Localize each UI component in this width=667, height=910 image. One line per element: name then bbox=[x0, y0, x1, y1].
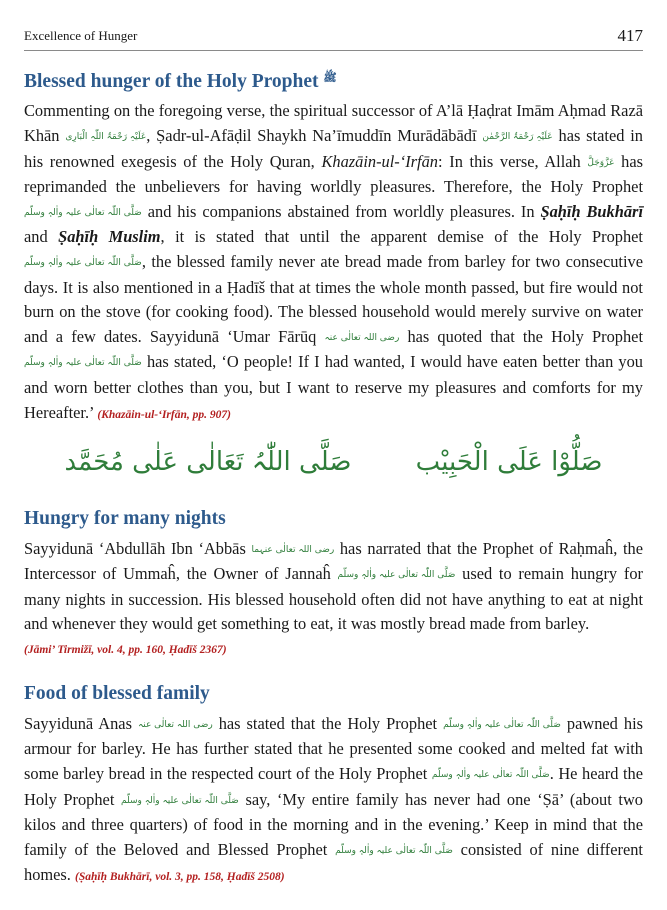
section-heading: Hungry for many nights bbox=[24, 508, 226, 530]
text-run: : In this verse, Allah bbox=[438, 151, 588, 171]
text-run: Sayyidunā Anas bbox=[24, 713, 138, 733]
text-run: , the blessed family never ate bread made from barley for two consecutive days. It is also mentioned in a Ḥadīš that at times the whole month passed, but fire would not burn on the stove (for cooking food). The blessed household would merely survive on water and a few dates. Sayyidunā ‘Umar Fārūq bbox=[24, 251, 643, 346]
text-run: has narrated that the Prophet of Raḥmaĥ, the Intercessor of Ummaĥ, the Owner of Jannaĥ bbox=[24, 538, 643, 584]
text-run: Commenting on the foregoing verse, the spiritual successor of A’lā Ḥaḍrat Imām Aḥmad Razā Khān bbox=[24, 101, 643, 145]
text-run: has stated that the Holy Prophet bbox=[212, 713, 444, 733]
arabic-honorific: صَلَّی اللّٰہ تعالٰی علیہ واٰلہٖ وسلّم bbox=[24, 207, 142, 218]
book-title: Ṣaḥīḥ Muslim bbox=[58, 227, 161, 247]
arabic-honorific: ﷺ bbox=[323, 71, 337, 84]
text-run: used to remain hungry for many nights in succession. His blessed household often did not have anything to eat at night and whenever they would get something to eat, it was mostly bread made from barley. bbox=[24, 564, 643, 634]
page-number: 417 bbox=[617, 26, 643, 45]
arabic-honorific: صَلَّی اللّٰہ تعالٰی علیہ واٰلہٖ وسلّم bbox=[431, 770, 550, 781]
text-run: and his companions abstained from worldly pleasures. In bbox=[141, 201, 541, 221]
text-run: has stated, ‘O people! If I had wanted, I would have eaten better than you and worn better clothes than you, but I want to reserve my pleasures and comforts for my Hereafter.’ bbox=[24, 352, 643, 422]
section-paragraph bbox=[24, 537, 643, 663]
running-title: Excellence of Hunger bbox=[24, 28, 138, 43]
salat-ala-al-habib: صَلُّوْا عَلَی الْحَبِیْب bbox=[415, 447, 603, 478]
text-run: pawned his armour for barley. He has further stated that he presented some cooked and melted fat with some barley bread in the respected court of the Holy Prophet bbox=[24, 713, 643, 784]
arabic-honorific: صَلَّی اللّٰہ تعالٰی علیہ واٰلہٖ وسلّم bbox=[24, 257, 142, 268]
book-title: Khazāin-ul-‘Irfān bbox=[321, 151, 439, 171]
page-content bbox=[24, 70, 643, 910]
text-run: , it is stated that until the apparent demise of the Holy Prophet bbox=[160, 227, 643, 247]
text-run: has reprimanded the unbelievers for having worldly pleasures. Therefore, the Holy Prophet bbox=[24, 151, 643, 197]
heading-text: Blessed hunger of the Holy Prophet bbox=[24, 71, 319, 92]
arabic-honorific: رضی اللہ تعالٰی عنہما bbox=[251, 544, 335, 555]
arabic-honorific: رضی اللہ تعالٰی عنہ bbox=[324, 332, 400, 343]
section-paragraph bbox=[24, 99, 643, 427]
text-run: has stated in his renowned exegesis of the Holy Quran, bbox=[24, 125, 643, 171]
citation: (Jāmi’ Tirmižī, vol. 4, pp. 160, Ḥadīš 2367) bbox=[24, 643, 227, 656]
text-run: has quoted that the Holy Prophet bbox=[399, 326, 644, 346]
text-run: , Ṣadr-ul-Afāḍil Shaykh Na’īmuddīn Murādābādī bbox=[146, 125, 483, 145]
salat-line bbox=[24, 447, 643, 477]
section-heading: Food of blessed family bbox=[24, 683, 210, 705]
arabic-honorific: عَلَیْہِ رَحْمَۃُ اللّٰہِ الْبَارِی bbox=[65, 131, 147, 142]
arabic-honorific: صَلَّی اللّٰہ تعالٰی علیہ واٰلہٖ وسلّم bbox=[443, 719, 561, 730]
section-paragraph bbox=[24, 712, 643, 890]
text-run: consisted of nine different homes. bbox=[24, 839, 643, 885]
text-run: . He heard the Holy Prophet bbox=[24, 764, 643, 809]
section-hungry-nights bbox=[24, 507, 643, 662]
section-heading bbox=[24, 70, 643, 93]
arabic-honorific: صَلَّی اللّٰہ تعالٰی علیہ واٰلہٖ وسلّم bbox=[337, 570, 456, 581]
section-blessed-hunger bbox=[24, 70, 643, 427]
text-run: and bbox=[24, 227, 59, 247]
citation: (Ṣaḥīḥ Bukhārī, vol. 3, pp. 158, Ḥadīš 2508) bbox=[75, 871, 285, 884]
page-header bbox=[24, 22, 643, 51]
book-title: Ṣaḥīḥ Bukhārī bbox=[540, 201, 643, 221]
arabic-honorific: صَلَّی اللّٰہ تعالٰی علیہ واٰلہٖ وسلّم bbox=[121, 795, 239, 806]
arabic-honorific: صَلَّی اللّٰہ تعالٰی علیہ واٰلہٖ وسلّم bbox=[24, 358, 142, 369]
arabic-honorific: رضی اللہ تعالٰی عنہ bbox=[137, 719, 213, 730]
text-run: say, ‘My entire family has never had one ‘Ṣā’ (about two kilos and three quarters) of food in the morning and in the evening.’ Keep in mind that the family of the Beloved and Blessed Prophet bbox=[24, 789, 643, 859]
salat-salla-allah: صَلَّی اللّٰہُ تَعَالٰی عَلٰی مُحَمَّد bbox=[64, 447, 352, 478]
citation: (Khazāin-ul-‘Irfān, pp. 907) bbox=[97, 408, 231, 421]
text-run: Sayyidunā ‘Abdullāh Ibn ‘Abbās bbox=[24, 538, 252, 558]
arabic-honorific: عَزَّوَجَلَّ bbox=[587, 157, 615, 168]
arabic-honorific: عَلَیْہِ رَحْمَۃُ الرَّحْمٰن bbox=[482, 131, 553, 142]
section-food-family bbox=[24, 682, 643, 890]
arabic-honorific: صَلَّی اللّٰہ تعالٰی علیہ واٰلہٖ وسلّم bbox=[335, 845, 453, 856]
